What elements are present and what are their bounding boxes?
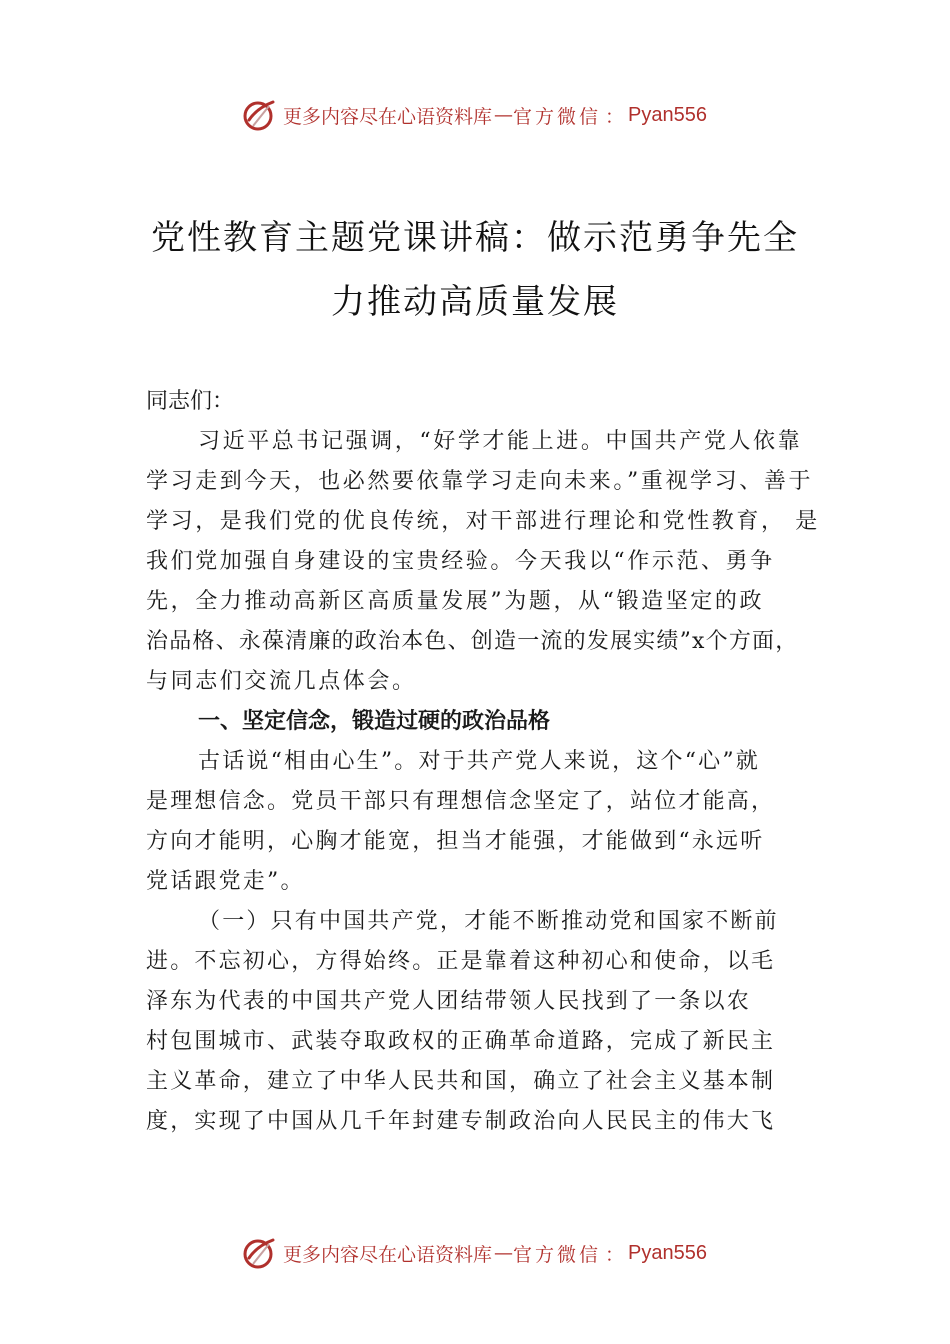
wechat-label: 官方微信 — [513, 1243, 602, 1266]
paragraph-line: 我们党加强自身建设的宝贵经验。今天我以“作示范、勇争 — [146, 549, 775, 574]
paragraph-line: 方向才能明，心胸才能宽，担当才能强，才能做到“永远听 — [146, 829, 765, 854]
wechat-label: 官方微信 — [513, 105, 602, 128]
wechat-id: Pyan556 — [628, 1241, 707, 1264]
paragraph-1 — [146, 422, 836, 702]
paragraph-line: 度，实现了中国从几千年封建专制政治向人民民主的伟大飞 — [146, 1109, 776, 1134]
wechat-id: Pyan556 — [628, 103, 707, 126]
title-line-2: 力推动高质量发展 — [331, 282, 619, 322]
header-banner — [0, 95, 950, 135]
pen-circle-logo-icon — [243, 1236, 277, 1270]
title-line-1: 党性教育主题党课讲稿：做示范勇争先全 — [151, 218, 799, 258]
salutation: 同志们： — [146, 389, 235, 414]
paragraph-line: 习近平总书记强调，“好学才能上进。中国共产党人依靠 — [198, 429, 803, 454]
paragraph-line: （一）只有中国共产党，才能不断推动党和国家不断前 — [198, 909, 779, 934]
banner-separator: — — [494, 1242, 511, 1264]
paragraph-2 — [146, 742, 836, 902]
paragraph-line: 村包围城市、武装夺取政权的正确革命道路，完成了新民主 — [146, 1029, 776, 1054]
banner-text: 更多内容尽在心语资料库 — [282, 105, 492, 128]
paragraph-line: 与同志们交流几点体会。 — [146, 669, 417, 694]
paragraph-line: 主义革命，建立了中华人民共和国，确立了社会主义基本制 — [146, 1069, 776, 1094]
banner-colon: ： — [605, 1243, 625, 1266]
paragraph-line: 进。不忘初心，方得始终。正是靠着这种初心和使命，以毛 — [146, 949, 776, 974]
banner-text: 更多内容尽在心语资料库 — [282, 1243, 492, 1266]
section-heading: 一、坚定信念，锻造过硬的政治品格 — [198, 709, 551, 734]
paragraph-line: 古话说“相由心生”。对于共产党人来说，这个“心”就 — [198, 749, 760, 774]
pen-circle-logo-icon — [243, 98, 277, 132]
paragraph-line: 党话跟党走”。 — [146, 869, 305, 894]
banner-separator: — — [494, 104, 511, 126]
banner-colon: ： — [605, 105, 625, 128]
footer-banner — [0, 1233, 950, 1273]
paragraph-line: 学习走到今天，也必然要依靠学习走向未来。”重视学习、善于 — [146, 469, 814, 494]
paragraph-line: 泽东为代表的中国共产党人团结带领人民找到了一条以农 — [146, 989, 752, 1014]
document-body — [146, 382, 836, 1142]
document-title — [120, 206, 830, 334]
paragraph-line: 是理想信念。党员干部只有理想信念坚定了，站位才能高， — [146, 789, 776, 814]
paragraph-line: 治品格、永葆清廉的政治本色、创造一流的发展实绩”x个方面， — [146, 629, 799, 654]
paragraph-line: 先，全力推动高新区高质量发展”为题，从“锻造坚定的政 — [146, 589, 765, 614]
paragraph-3 — [146, 902, 836, 1142]
paragraph-line: 学习，是我们党的优良传统，对干部进行理论和党性教育， 是 — [146, 509, 820, 534]
